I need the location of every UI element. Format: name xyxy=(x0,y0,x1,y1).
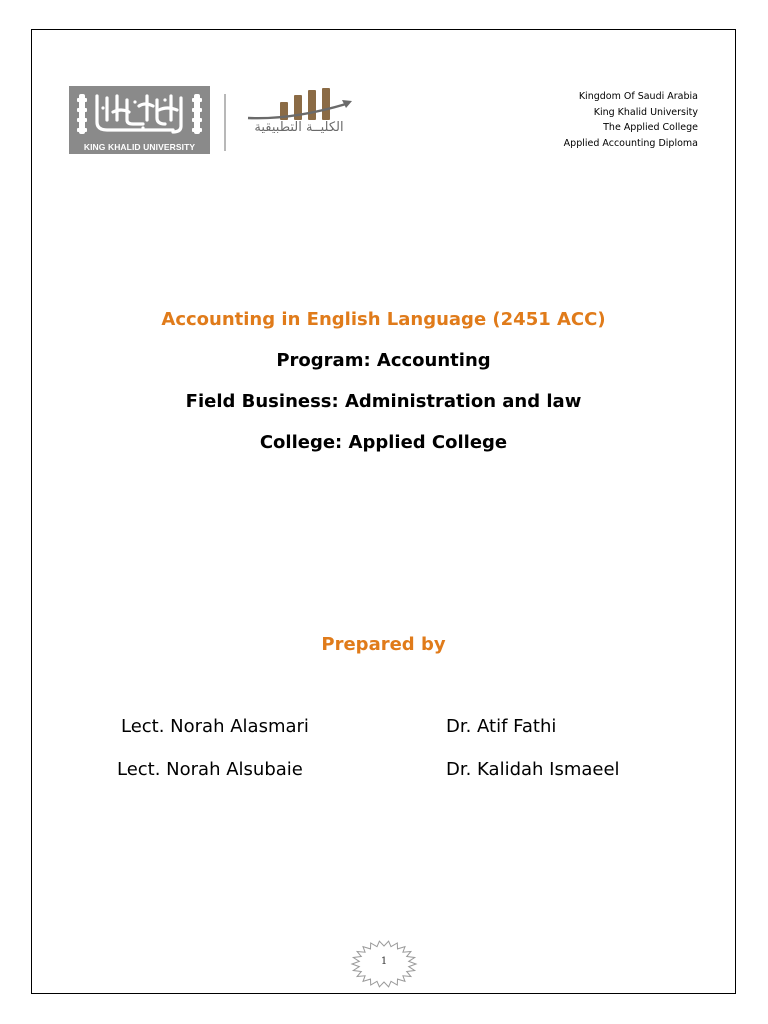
header-line-country: Kingdom Of Saudi Arabia xyxy=(578,91,698,102)
author-name: Dr. Atif Fathi xyxy=(446,716,557,737)
page-border xyxy=(31,29,736,994)
applied-college-bar-chart-icon xyxy=(242,84,356,124)
applied-college-logo xyxy=(242,84,356,156)
header-line-university: King Khalid University xyxy=(593,106,698,118)
field-line: Field Business: Administration and law xyxy=(185,391,582,412)
college-line: College: Applied College xyxy=(259,432,508,453)
course-title: Accounting in English Language (2451 ACC) xyxy=(161,309,606,330)
author-name: Lect. Norah Alasmari xyxy=(121,716,309,737)
logo-divider xyxy=(224,94,226,151)
author-name: Lect. Norah Alsubaie xyxy=(117,759,303,780)
page-number: 1 xyxy=(380,956,388,967)
header-info xyxy=(564,89,698,151)
prepared-by-heading: Prepared by xyxy=(321,634,446,655)
header-line-college: The Applied College xyxy=(603,122,698,133)
author-name: Dr. Kalidah Ismaeel xyxy=(446,759,620,780)
program-line: Program: Accounting xyxy=(276,350,491,371)
page-number-badge xyxy=(350,940,418,988)
king-khalid-university-logo xyxy=(69,86,210,154)
kku-name-text: KING KHALID UNIVERSITY xyxy=(83,142,196,152)
header-line-diploma: Applied Accounting Diploma xyxy=(563,137,698,149)
kku-emblem-icon xyxy=(73,90,206,137)
applied-college-arabic-name: الكليــة التطبيقية xyxy=(254,120,344,135)
